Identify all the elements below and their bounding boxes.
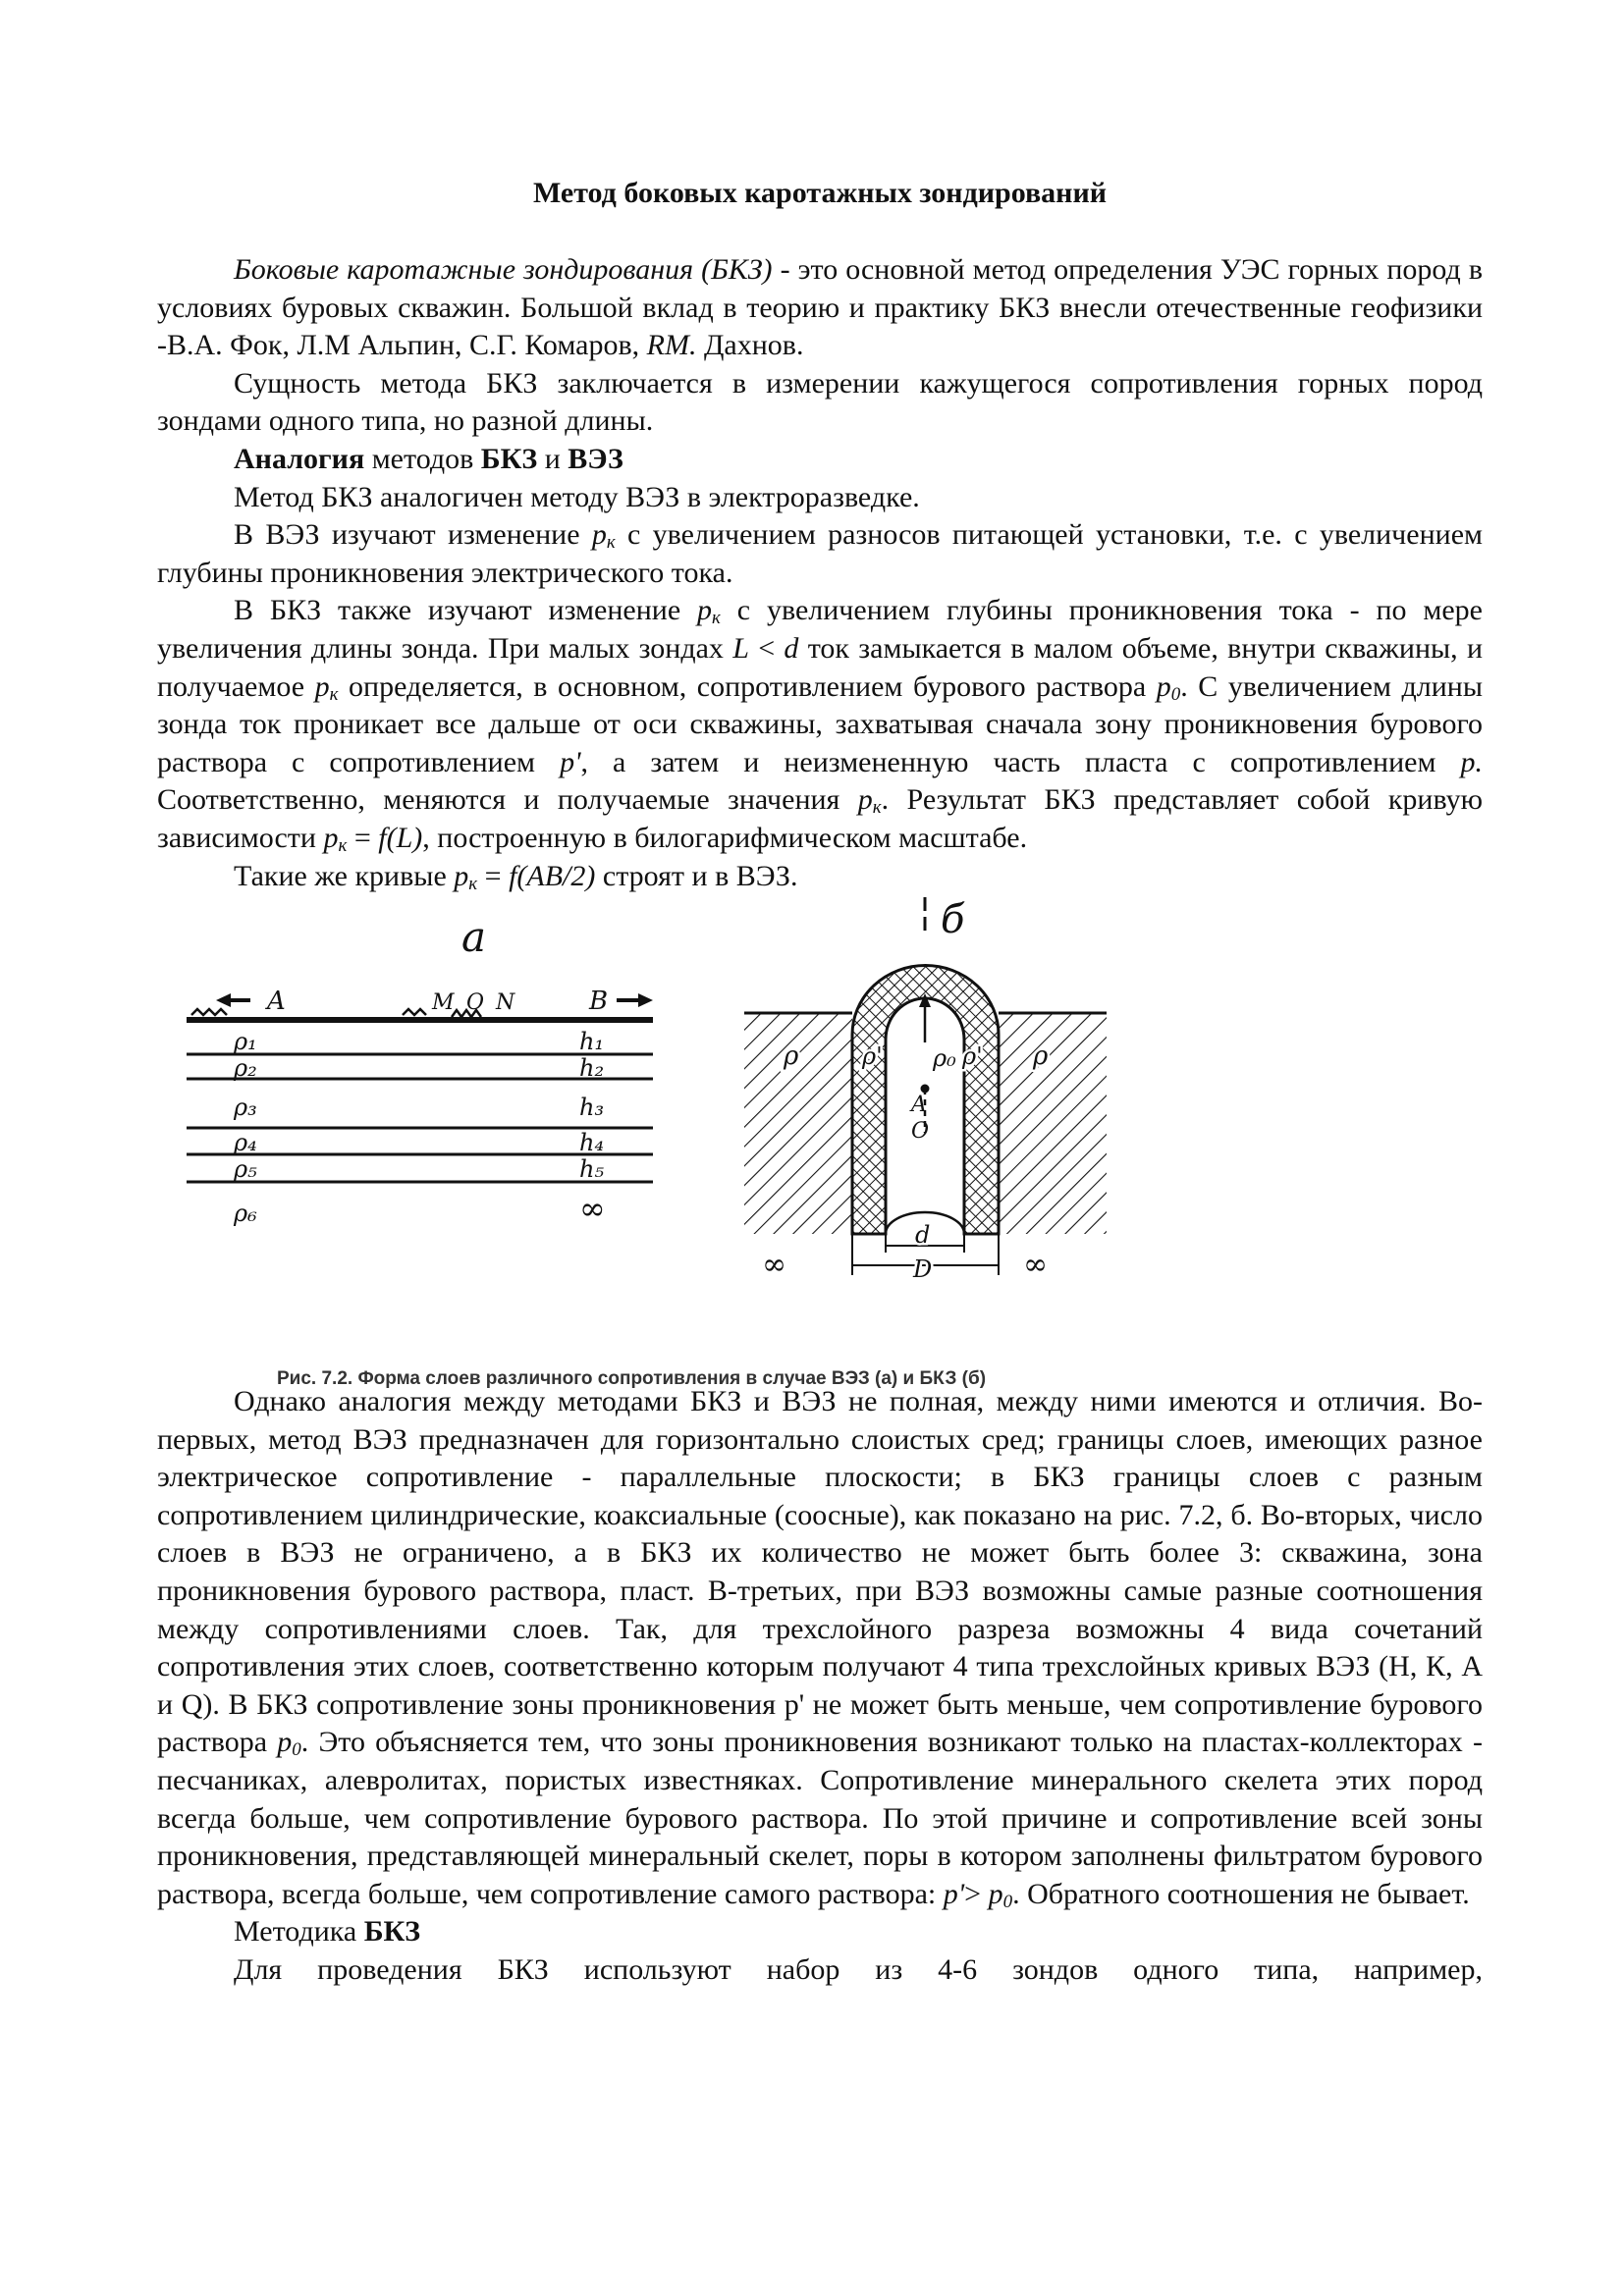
text-run: p [697, 594, 713, 627]
text-run: . Результат БКЗ представляет собой кривую зависимости [157, 783, 1483, 854]
label-rho-1: ρ₁ [234, 1028, 257, 1056]
label-rho-left: ρ [784, 1041, 799, 1072]
text-run: В ВЭЗ изучают изменение [234, 518, 592, 552]
text-run: к [329, 683, 339, 705]
text-run: p [323, 821, 339, 854]
paragraph-method: Для проведения БКЗ используют набор из 4-6 зондов одного типа, например, [234, 1953, 1483, 1986]
symbol-pk [697, 594, 721, 629]
label-A: A [267, 987, 286, 1017]
text-run: p. [1460, 745, 1484, 778]
label-h1: h₁ [579, 1028, 605, 1056]
symbol-p0 [989, 1878, 1013, 1910]
label-rho-prime-right: ρ' [962, 1042, 983, 1071]
label-d: d [915, 1221, 931, 1250]
text-run: p [591, 518, 607, 552]
text-run: Такие же кривые [234, 859, 455, 892]
label-infinity-left: ∞ [762, 1248, 786, 1283]
text-run: ток замыкается в малом объеме, внутри скважины, и получаемое [157, 631, 1484, 703]
text-run: БКЗ [363, 1915, 421, 1949]
text-run: БКЗ [480, 442, 538, 475]
symbol-pk [323, 822, 347, 854]
figure-diagram [157, 897, 1483, 1368]
label-rho-right: ρ [1033, 1041, 1049, 1072]
text-run: Дахнов. [696, 329, 804, 362]
text-run: к [338, 834, 348, 856]
label-rho-5: ρ₅ [234, 1155, 257, 1184]
text-run: В БКЗ также изучают изменение [234, 594, 698, 627]
symbol-pk [591, 518, 616, 554]
paragraph-intro [157, 251, 1483, 365]
text-run: методов [364, 442, 481, 475]
symbol-pk [454, 860, 477, 892]
label-M: M [432, 990, 455, 1016]
label-electrode-A: A [911, 1093, 927, 1118]
page-title: Метод боковых каротажных зондирований [532, 177, 1108, 209]
label-B: B [589, 987, 609, 1017]
text-run: p [277, 1726, 293, 1759]
text-run: определяется, в основном, сопротивлением бурового раствора [338, 669, 1157, 703]
heading-analogy [157, 441, 1483, 479]
label-O: O [466, 990, 485, 1016]
figure-label-b: б [941, 897, 965, 943]
label-rho-prime-left: ρ' [862, 1042, 883, 1071]
text-run: Методика [234, 1915, 364, 1949]
label-D: D [913, 1255, 933, 1284]
text-run: = [347, 821, 379, 854]
label-N: N [496, 990, 515, 1016]
text-run: p [314, 669, 330, 703]
text-run: p' [560, 745, 581, 778]
label-rho-3: ρ₃ [234, 1094, 257, 1122]
heading-method [157, 1913, 1483, 1951]
text-run: p [1156, 669, 1171, 703]
text-run: p' [943, 1877, 965, 1910]
text-run: к [468, 873, 478, 894]
text-run: p [988, 1877, 1003, 1910]
label-infinity: ∞ [579, 1190, 606, 1228]
label-infinity-right: ∞ [1023, 1248, 1048, 1283]
text-run: с увеличением разносов питающей установки, т.е. с увеличением глубины проникновения электрического тока. [157, 518, 1483, 589]
figure-7-2 [157, 897, 1483, 1390]
label-rho-6: ρ₆ [234, 1200, 257, 1228]
symbol-p0 [277, 1726, 301, 1761]
text-run: f(L) [378, 821, 423, 854]
label-h4: h₄ [579, 1129, 605, 1157]
text-run: ВЭЗ [568, 442, 623, 475]
text-run: к [606, 532, 616, 554]
symbol-p0 [1157, 670, 1181, 703]
text-run: , а затем и неизмененную часть пласта с сопротивлением [580, 745, 1461, 778]
paragraph-analog: Метод БКЗ аналогичен методу ВЭЗ в электроразведке. [234, 480, 920, 513]
text-run: строят и в ВЭЗ. [595, 859, 798, 892]
text-run: > [964, 1877, 989, 1910]
figure-a-layers [187, 913, 653, 1227]
text-run: 0 [1170, 683, 1181, 705]
label-rho-2: ρ₂ [234, 1054, 257, 1083]
figure-label-a: a [461, 913, 487, 962]
label-rho0: ρ₀ [933, 1044, 956, 1073]
text-run: . Обратного соотношения не бывает. [1012, 1877, 1470, 1910]
figure-b-borehole [744, 897, 1107, 1283]
label-h5: h₅ [579, 1155, 605, 1184]
text-run: RM. [646, 329, 697, 362]
text-run: и [537, 442, 568, 475]
text-run: Соответственно, меняются и получаемые значения [157, 783, 858, 817]
paragraph-same-curves [157, 858, 1483, 896]
text-run: p [857, 783, 873, 817]
text-run: f(AB/2) [509, 859, 596, 892]
text-run: d [784, 631, 799, 665]
text-run: к [872, 797, 882, 819]
text-run: 0 [1002, 1891, 1013, 1912]
text-run: , построенную в билогарифмическом масштабе. [422, 821, 1028, 854]
text-run: Однако аналогия между методами БКЗ и ВЭЗ не полная, между ними имеются и отличия. Во-первых, метод ВЭЗ предназначен для горизонтально слоистых сред; границы слоев, имеющих разное электрическое сопротивление - параллельные плоскости; в БКЗ границы слоев с разным сопротивлением цилиндрические, коаксиальные (соосные), как показано на рис. 7.2, б. Во-вторых, число слоев в ВЭЗ не ограничено, а в БКЗ их количество не может быть более 3: скважина, зона проникновения бурового раствора, пласт. В-третьих, при ВЭЗ возможны самые разные соотношения между сопротивлениями слоев. Так, для трехслойного разреза возможны 4 вида сочетаний сопротивления этих слоев, соответственно которым получают 4 типа трехслойных кривых ВЭЗ (Н, К, А и Q). В БКЗ сопротивление зоны проникновения р' не может быть меньше, чем сопротивление бурового раствора [157, 1385, 1483, 1759]
paragraph-differences [157, 1383, 1483, 1913]
text-run: 0 [292, 1739, 301, 1761]
figure-caption: Рис. 7.2. Форма слоев различного сопротивления в случае ВЭЗ (а) и БКЗ (б) [277, 1368, 987, 1390]
paragraph-vez [157, 516, 1483, 592]
paragraph-essence: Сущность метода БКЗ заключается в измерении кажущегося сопротивления горных пород зондами одного типа, но разной длины. [157, 366, 1483, 438]
label-h2: h₂ [579, 1054, 605, 1083]
text-run: Аналогия [234, 442, 365, 475]
text-run: L [732, 631, 749, 665]
paragraph-bkz [157, 592, 1483, 857]
text-run: = [477, 859, 510, 892]
document-page [157, 177, 1483, 1990]
label-electrode-O: O [911, 1119, 930, 1145]
text-run: к [712, 608, 721, 629]
text-run: p [454, 859, 469, 892]
symbol-pk [315, 670, 339, 703]
text-run: . Это объясняется тем, что зоны проникновения возникают только на пластах-коллекторах - песчаниках, алевролитах, пористых известняках. Сопротивление минерального скелета этих пород всегда больше, чем сопротивление бурового раствора. По этой причине и сопротивление всей зоны проникновения, представляющей минеральный скелет, поры в котором заполнены фильтратом бурового раствора, всегда больше, чем сопротивление самого раствора: [157, 1726, 1483, 1910]
label-h3: h₃ [579, 1094, 605, 1122]
term-bkz: Боковые каротажные зондирования (БКЗ) [234, 253, 773, 286]
text-run: с увеличением глубины проникновения тока - по мере увеличения длины зонда. При малых зондах [157, 594, 1484, 665]
text-run: - это основной метод определения УЭС горных пород в условиях буровых скважин. Большой вклад в теорию и практику БКЗ внесли отечественные геофизики -В.А. Фок, Л.М Альпин, С.Г. Комаров, [157, 253, 1483, 362]
symbol-pk [857, 783, 882, 819]
label-rho-4: ρ₄ [234, 1129, 257, 1157]
text-run: < [748, 631, 785, 665]
text-run: . С увеличением длины зонда ток проникает все дальше от оси скважины, захватывая сначала зону проникновения бурового раствора с сопротивлением [157, 669, 1484, 778]
